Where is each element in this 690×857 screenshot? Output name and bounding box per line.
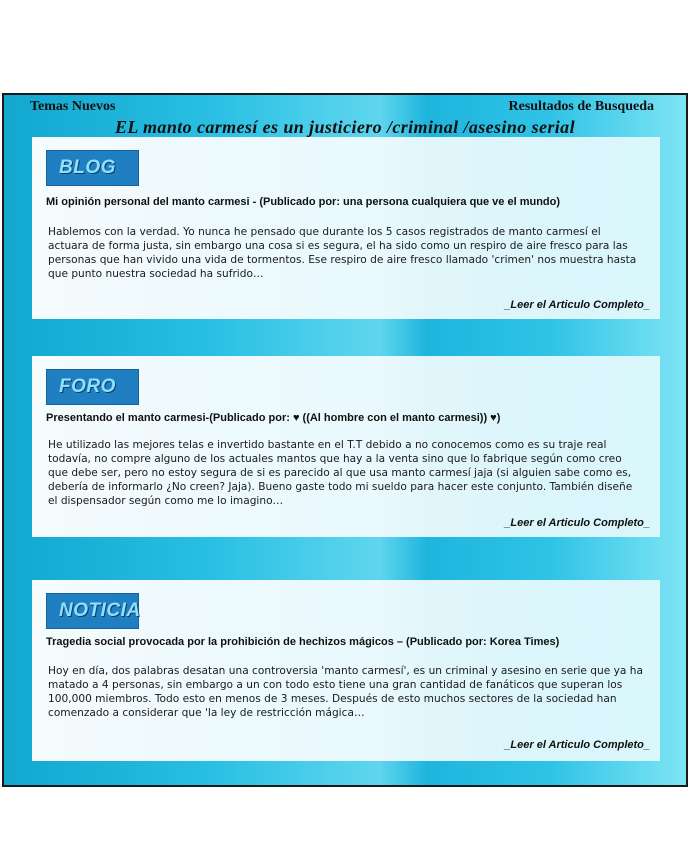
post-excerpt: He utilizado las mejores telas e invertido bastante en el T.T debido a no conocemos como es su traje real todavía, no compre alguno de los actuales mantos que hay a la venta sino que lo fabrique según como creo que debe ser, pero no estoy segura de si es parecido al que usa manto carmesí jaja (si alguien sabe como es, debería de informarlo ¿No creen? Jaja). Bueno gaste todo mi sueldo para hacer este conjunto. También diseñe el dispensador según como me lo imagino… xyxy=(48,439,633,507)
post-card-noticia xyxy=(32,580,660,761)
read-more-link[interactable]: _Leer el Articulo Completo_ xyxy=(504,299,650,311)
post-card-foro xyxy=(32,356,660,537)
category-tag-blog[interactable]: BLOG xyxy=(46,150,139,186)
page-title: EL manto carmesí es un justiciero /criminal /asesino serial xyxy=(115,117,575,137)
page-frame xyxy=(2,93,688,787)
read-more-link[interactable]: _Leer el Articulo Completo_ xyxy=(504,517,650,529)
post-excerpt: Hablemos con la verdad. Yo nunca he pensado que durante los 5 casos registrados de manto carmesí el actuara de forma justa, sin embargo una cosa si es segura, el ha sido como un respiro de aire fresco para las personas que han vivido una vida de tormentos. Ese respiro de aire fresco llamado 'crimen' nos muestra hasta que punto nuestra sociedad ha sufrido… xyxy=(48,226,637,280)
post-excerpt: Hoy en día, dos palabras desatan una controversia 'manto carmesí', es un criminal y asesino en serie que ya ha matado a 4 personas, sin embargo a un con todo esto tiene una gran cantidad de fanáticos que superan los 100,000 miembros. Todo esto en menos de 3 meses. Después de esto muchos sectores de la sociedad han comenzado a considerar que 'la ley de restricción mágica… xyxy=(48,665,643,719)
read-more-link[interactable]: _Leer el Articulo Completo_ xyxy=(504,739,650,751)
category-tag-noticia[interactable]: NOTICIA xyxy=(46,593,139,629)
category-tag-foro[interactable]: FORO xyxy=(46,369,139,405)
post-card-blog xyxy=(32,137,660,319)
post-headline[interactable]: Presentando el manto carmesi-(Publicado por: ♥ ((Al hombre con el manto carmesi)) ♥) xyxy=(46,412,501,424)
new-topics-link[interactable]: Temas Nuevos xyxy=(30,99,116,114)
search-results-label[interactable]: Resultados de Busqueda xyxy=(508,99,654,114)
post-headline[interactable]: Mi opinión personal del manto carmesi - (Publicado por: una persona cualquiera que ve el mundo) xyxy=(46,196,561,208)
post-headline[interactable]: Tragedia social provocada por la prohibición de hechizos mágicos – (Publicado por: Korea Times) xyxy=(46,636,560,648)
